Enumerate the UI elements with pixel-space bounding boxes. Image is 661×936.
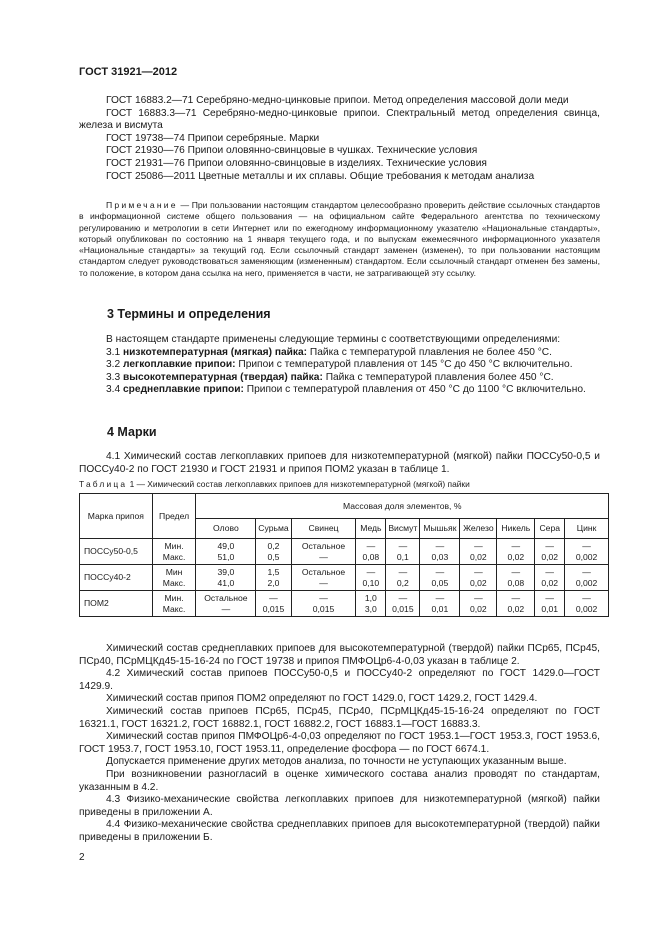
value-line: — xyxy=(269,592,278,603)
paragraph: Допускается применение других методов анализа, по точности не уступающих указанным выше. xyxy=(106,756,567,768)
value-line: — xyxy=(319,592,328,603)
page-number: 2 xyxy=(79,852,85,863)
cell-value xyxy=(460,565,497,591)
cell-value xyxy=(386,539,420,565)
value-line: 0,03 xyxy=(431,551,449,562)
value-line: 0,002 xyxy=(575,603,598,614)
section-3-intro: В настоящем стандарте применены следующие термины с соответствующими определениями: xyxy=(106,334,561,345)
cell-value xyxy=(386,565,420,591)
paragraph-4-4: 4.4 Физико-механические свойства среднеплавких припоев для высокотемпературной (твердой) пайки приведены в приложении Б. xyxy=(79,819,600,843)
value-line: — xyxy=(435,540,445,551)
value-line: 3,0 xyxy=(364,603,377,614)
reference-item: ГОСТ 21931—76 Припои оловянно-свинцовые в изделиях. Технические условия xyxy=(106,157,487,169)
term-item: 3.2 легкоплавкие припои: Припои с температурой плавления от 145 °С до 450 °С включительно. xyxy=(106,359,573,371)
value-line: 0,01 xyxy=(431,603,449,614)
cell-value xyxy=(356,539,386,565)
paragraph: При возникновении разногласий в оценке химического состава анализ проводят по стандартам, указанным в 4.2. xyxy=(79,768,600,793)
column-header-element: Железо xyxy=(460,519,497,539)
table-caption-text: 1 — Химический состав легкоплавких припоев для низкотемпературной (мягкой) пайки xyxy=(129,479,470,489)
column-header-element: Сурьма xyxy=(256,519,291,539)
value-line: 0,015 xyxy=(312,603,335,614)
cell-value xyxy=(196,539,256,565)
value-line: 1,0 xyxy=(364,592,377,603)
value-line: 0,015 xyxy=(392,603,414,614)
value-line: Остальное xyxy=(204,592,248,603)
value-line: 0,5 xyxy=(267,551,280,562)
limit-label: Мин xyxy=(165,566,183,577)
limit-label: Мин. xyxy=(164,592,184,603)
cell-value xyxy=(497,591,535,617)
section-4-title: 4 Марки xyxy=(107,425,157,439)
cell-value xyxy=(196,591,256,617)
table-row xyxy=(80,539,609,565)
cell-value xyxy=(256,591,291,617)
value-line: — xyxy=(319,577,328,588)
value-line: 49,0 xyxy=(217,540,235,551)
cell-value xyxy=(565,565,609,591)
value-line: — xyxy=(545,592,555,603)
paragraph-4-2: 4.2 Химический состав припоев ПОССу50-0,5 и ПОССу40-2 определяют по ГОСТ 1429.0—ГОСТ 1429.9. xyxy=(79,668,600,692)
cell-mark: ПОССу50-0,5 xyxy=(80,539,153,565)
value-line: 0,015 xyxy=(262,603,285,614)
cell-value xyxy=(420,565,460,591)
value-line: Остальное xyxy=(301,566,346,577)
note-text: — При пользовании настоящим стандартом целесообразно проверить действие ссылочных стандартов в информационной системе общего пользования — на официальном сайте Федерального агентства по техническому регулированию и метрологии в сети Интернет или по ежегодному информационному указателю «Национальные стандарты», который опубликован по состоянию на 1 января текущего года, и по выпускам ежемесячного информационного указателя «Национальные стандарты» за текущий год. Если ссылочный стандарт заменен (изменен), то при пользовании настоящим стандартом следует руководствоваться заменяющим (измененным) стандартом. Если ссылочный стандарт отменен без замены, то положение, в котором дана ссылка на него, применяется в части, не затрагивающей эту ссылку. xyxy=(79,200,601,278)
cell-value xyxy=(291,591,356,617)
value-line: 0,2 xyxy=(396,577,409,588)
value-line: 0,02 xyxy=(541,577,559,588)
column-header-element: Медь xyxy=(356,519,386,539)
reference-item: ГОСТ 21930—76 Припои оловянно-свинцовые в чушках. Технические условия xyxy=(106,145,478,157)
limit-label: Макс. xyxy=(162,603,186,614)
value-line: — xyxy=(474,566,483,577)
value-line: 0,02 xyxy=(469,603,487,614)
reference-item: ГОСТ 19738—74 Припои серебряные. Марки xyxy=(106,132,320,144)
value-line: 41,0 xyxy=(217,577,235,588)
paragraph: Химический состав среднеплавких припоев для высокотемпературной (твердой) пайки ПСр65, ПСр45, ПСр40, ПСрМЦКд45-15-16-24 по ГОСТ 19738 и припоя ПМФОЦр6-4-0,03 указан в таблице 2. xyxy=(79,643,600,667)
cell-value xyxy=(460,591,497,617)
value-line: — xyxy=(582,592,591,603)
term-definition: Припои с температурой плавления от 450 °С до 1100 °С включительно. xyxy=(246,384,586,396)
cell-value xyxy=(497,539,535,565)
reference-item: ГОСТ 16883.3—71 Серебряно-медно-цинковые припои. Спектральный метод определения свинца, железа и висмута xyxy=(79,107,600,132)
value-line: 0,002 xyxy=(575,577,598,588)
value-line: — xyxy=(435,566,445,577)
term-item: 3.1 низкотемпературная (мягкая) пайка: Пайка с температурой плавления не более 450 °С. xyxy=(106,346,552,358)
value-line: 0,1 xyxy=(396,551,409,562)
table-row xyxy=(80,565,609,591)
column-header-element: Мышьяк xyxy=(420,519,460,539)
value-line: 0,08 xyxy=(362,551,380,562)
value-line: 1,5 xyxy=(267,566,280,577)
value-line: — xyxy=(545,540,555,551)
cell-value xyxy=(196,565,256,591)
value-line: — xyxy=(435,592,445,603)
table-1 xyxy=(79,493,609,617)
term-item: 3.3 высокотемпературная (твердая) пайка: Пайка с температурой плавления более 450 °С. xyxy=(106,371,554,383)
section-3-title: 3 Термины и определения xyxy=(107,307,271,321)
value-line: — xyxy=(398,540,408,551)
value-line: — xyxy=(474,540,483,551)
term-item: 3.4 среднеплавкие припои: Припои с температурой плавления от 450 °С до 1100 °С включительно. xyxy=(106,384,586,396)
paragraph: Химический состав припоя ПОМ2 определяют по ГОСТ 1429.0, ГОСТ 1429.2, ГОСТ 1429.4. xyxy=(106,693,538,705)
value-line: — xyxy=(511,540,521,551)
cell-limit xyxy=(152,565,196,591)
term-name: легкоплавкие припои: xyxy=(123,359,236,371)
paragraph-4-1: 4.1 Химический состав легкоплавких припоев для низкотемпературной (мягкой) пайки ПОССу50-0,5 и ПОССу40-2 по ГОСТ 21930 и ГОСТ 21931 и припоя ПОМ2 указан в таблице 1. xyxy=(79,451,600,475)
cell-value xyxy=(497,565,535,591)
value-line: — xyxy=(511,592,521,603)
value-line: 0,05 xyxy=(431,577,449,588)
term-definition: Пайка с температурой плавления не более 450 °С. xyxy=(309,346,552,358)
value-line: — xyxy=(398,592,408,603)
table-row xyxy=(80,591,609,617)
column-header-element: Никель xyxy=(497,519,535,539)
reference-item: ГОСТ 25086—2011 Цветные металлы и их сплавы. Общие требования к методам анализа xyxy=(106,170,535,182)
cell-value xyxy=(356,591,386,617)
paragraph: Химический состав припоя ПМФОЦр6-4-0,03 определяют по ГОСТ 1953.1—ГОСТ 1953.3, ГОСТ 1953.6, ГОСТ 1953.7, ГОСТ 1953.10, ГОСТ 1953.11, определение фосфора — по ГОСТ 6674.1. xyxy=(79,731,600,755)
cell-value xyxy=(420,591,460,617)
limit-label: Макс. xyxy=(162,577,186,588)
value-line: 0,01 xyxy=(541,603,559,614)
cell-value xyxy=(535,565,565,591)
value-line: — xyxy=(366,566,376,577)
page-header: ГОСТ 31921—2012 xyxy=(79,66,178,78)
limit-label: Макс. xyxy=(162,551,186,562)
cell-value xyxy=(460,539,497,565)
value-line: — xyxy=(221,603,231,614)
value-line: 0,08 xyxy=(507,577,525,588)
reference-item: ГОСТ 16883.2—71 Серебряно-медно-цинковые припои. Метод определения массовой доли меди xyxy=(106,95,569,106)
value-line: — xyxy=(545,566,555,577)
value-line: — xyxy=(582,566,591,577)
section-4-continued xyxy=(79,643,600,845)
cell-value xyxy=(420,539,460,565)
column-header-element: Цинк xyxy=(565,519,609,539)
note-block xyxy=(79,200,600,279)
cell-limit xyxy=(152,539,196,565)
table-header-row xyxy=(80,494,609,519)
section-3-body xyxy=(79,334,600,397)
limit-label: Мин. xyxy=(164,540,184,551)
value-line: 0,002 xyxy=(575,551,598,562)
value-line: 2,0 xyxy=(267,577,280,588)
term-name: среднеплавкие припои: xyxy=(123,384,244,396)
value-line: 39,0 xyxy=(217,566,235,577)
value-line: 0,02 xyxy=(541,551,559,562)
cell-value xyxy=(565,539,609,565)
value-line: — xyxy=(398,566,408,577)
column-group-header: Массовая доля элементов, % xyxy=(196,494,609,519)
section-4-intro xyxy=(79,451,600,476)
value-line: — xyxy=(319,551,328,562)
value-line: 0,02 xyxy=(469,551,487,562)
cell-mark: ПОССу40-2 xyxy=(80,565,153,591)
term-definition: Припои с температурой плавления от 145 °С до 450 °С включительно. xyxy=(238,359,573,371)
term-name: низкотемпературная (мягкая) пайка: xyxy=(123,346,308,358)
cell-value xyxy=(291,565,356,591)
cell-value xyxy=(291,539,356,565)
column-header-mark: Марка припоя xyxy=(80,494,153,539)
value-line: Остальное xyxy=(301,540,346,551)
cell-value xyxy=(256,565,291,591)
value-line: 0,10 xyxy=(362,577,380,588)
value-line: — xyxy=(474,592,483,603)
cell-value xyxy=(565,591,609,617)
table-caption-label: Таблица xyxy=(79,479,128,489)
value-line: 0,2 xyxy=(267,540,280,551)
paragraph-4-3: 4.3 Физико-механические свойства легкоплавких припоев для низкотемпературной (мягкой) пайки приведены в приложении А. xyxy=(79,794,600,818)
value-line: — xyxy=(582,540,591,551)
column-header-limit: Предел xyxy=(152,494,196,539)
column-header-element: Олово xyxy=(196,519,256,539)
column-header-element: Сера xyxy=(535,519,565,539)
normative-references xyxy=(79,95,600,183)
term-name: высокотемпературная (твердая) пайка: xyxy=(123,371,323,383)
cell-value xyxy=(356,565,386,591)
cell-value xyxy=(535,539,565,565)
cell-value xyxy=(386,591,420,617)
term-definition: Пайка с температурой плавления более 450 °С. xyxy=(325,371,554,383)
value-line: 0,02 xyxy=(469,577,487,588)
value-line: 51,0 xyxy=(217,551,235,562)
cell-mark: ПОМ2 xyxy=(80,591,153,617)
value-line: — xyxy=(366,540,376,551)
note-label: Примечание xyxy=(106,200,178,210)
cell-limit xyxy=(152,591,196,617)
value-line: — xyxy=(511,566,521,577)
column-header-element: Свинец xyxy=(291,519,356,539)
cell-value xyxy=(256,539,291,565)
value-line: 0,02 xyxy=(507,603,525,614)
paragraph: Химический состав припоев ПСр65, ПСр45, ПСр40, ПСрМЦКд45-15-16-24 определяют по ГОСТ 16321.1, ГОСТ 16321.2, ГОСТ 16882.1, ГОСТ 16882.2, ГОСТ 16883.1—ГОСТ 16883.3. xyxy=(79,705,600,730)
column-header-element: Висмут xyxy=(386,519,420,539)
value-line: 0,02 xyxy=(507,551,525,562)
cell-value xyxy=(535,591,565,617)
table-1-caption xyxy=(79,479,600,489)
table-body xyxy=(80,539,609,617)
